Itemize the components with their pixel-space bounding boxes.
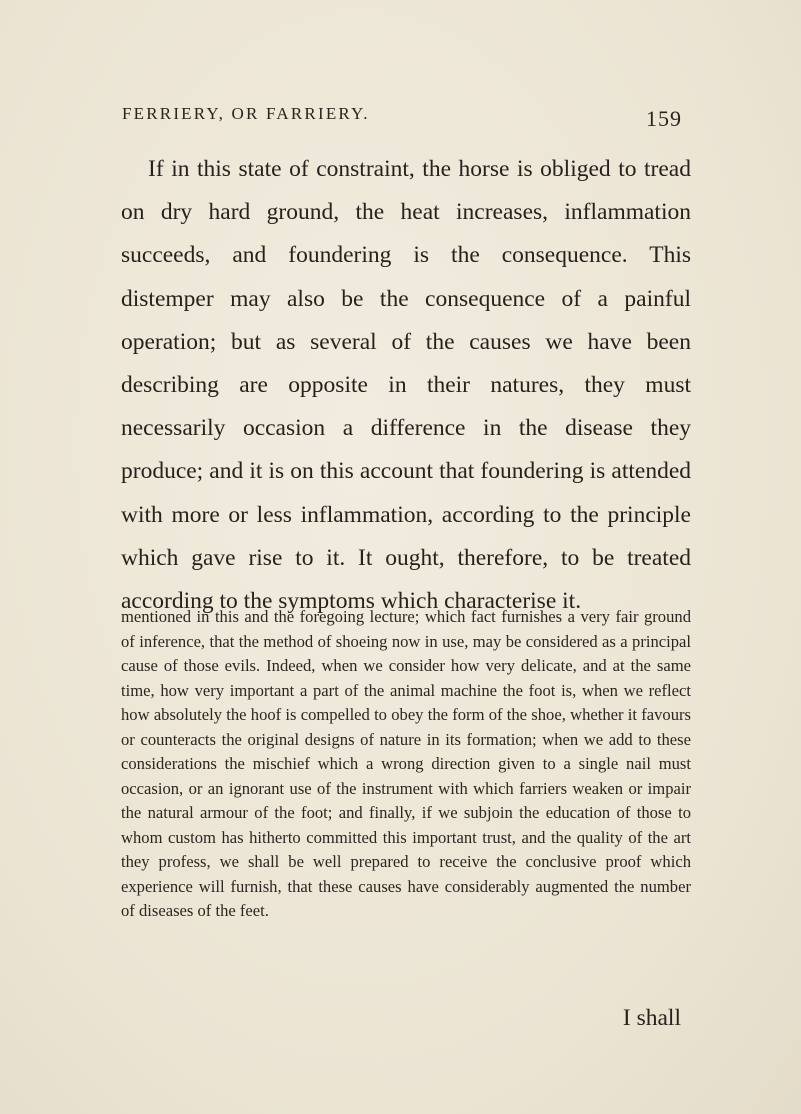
running-title: FERRIERY, OR FARRIERY. xyxy=(122,104,370,123)
main-paragraph: If in this state of constraint, the horse is obliged to tread on dry hard ground, the heat increases, inflammation succeeds, and foundering is the consequence. This distemper may also be the consequence of a painful operation; but as several of the causes we have been describing are opposite in their natures, they must necessarily occasion a difference in the disease they produce; and it is on this account that foundering is attended with more or less inflammation, according to the principle which gave rise to it. It ought, therefore, to be treated according to the symptoms which characterise it. xyxy=(121,156,691,615)
footnote-paragraph: mentioned in this and the foregoing lecture; which fact furnishes a very fair ground of inference, that the method of shoeing now in use, may be considered as a principal cause of those evils. Indeed, when we consider how very delicate, and at the same time, how very important a part of the animal machine the foot is, when we reflect how absolutely the hoof is compelled to obey the form of the shoe, whether it favours or counteracts the original designs of nature in its formation; when we add to these considerations the mischief which a wrong direction given to a single nail must occasion, or an ignorant use of the instrument with which farriers weaken or impair the natural armour of the foot; and finally, if we subjoin the education of those to whom custom has hitherto committed this important trust, and the quality of the art they profess, we shall be well prepared to receive the conclusive proof which experience will furnish, that these causes have considerably augmented the number of diseases of the feet. xyxy=(121,607,691,920)
page-number: 159 xyxy=(646,106,682,131)
running-head xyxy=(122,104,682,144)
catchword: I shall xyxy=(622,1005,681,1031)
